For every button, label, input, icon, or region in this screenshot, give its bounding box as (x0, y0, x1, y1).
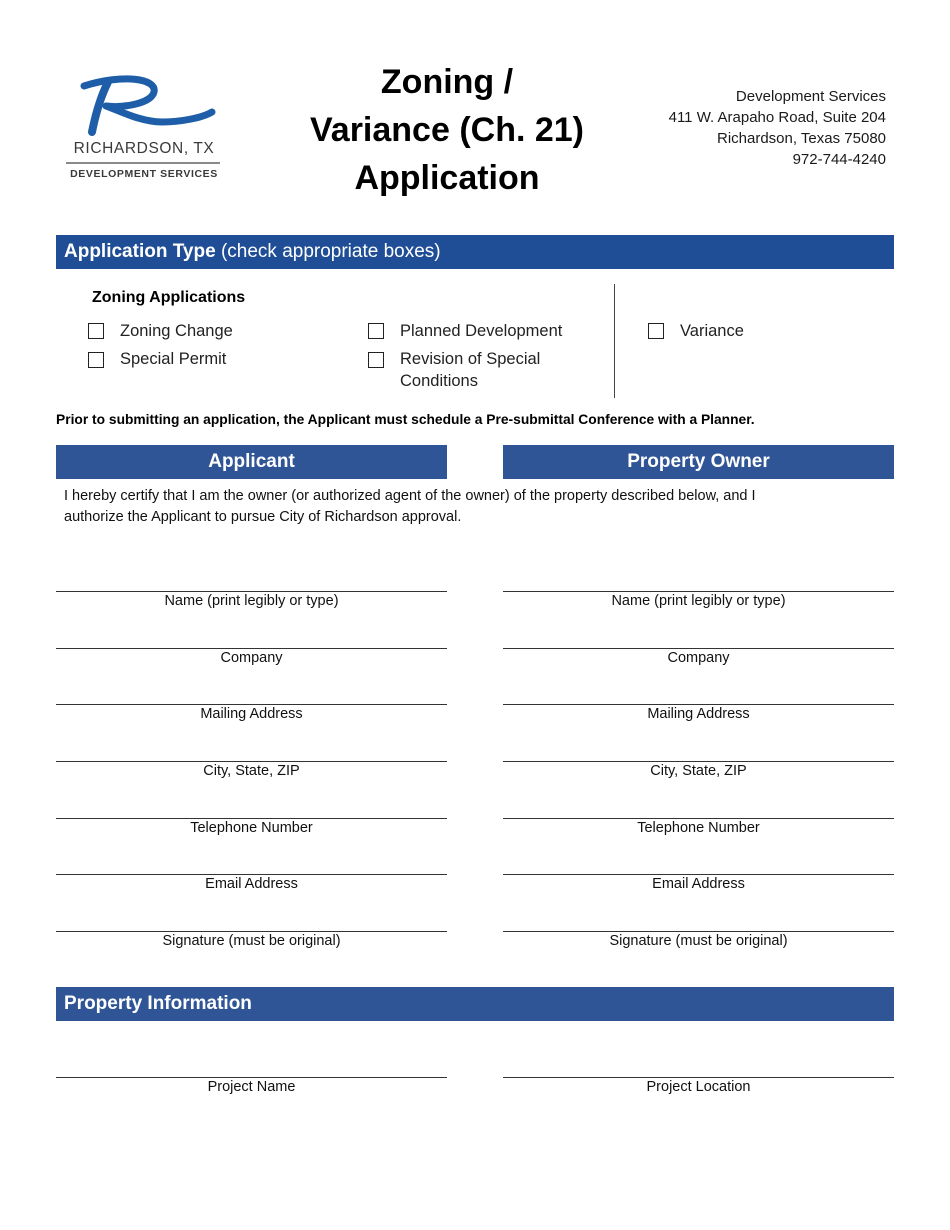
owner-company-label: Company (667, 650, 730, 666)
applicant-company-label: Company (220, 650, 283, 666)
owner-city-state-zip-field[interactable] (503, 761, 894, 762)
application-type-bar (56, 235, 894, 269)
contact-dept: Development Services (735, 88, 886, 105)
owner-telephone-field[interactable] (503, 818, 894, 819)
applicant-city-state-zip-label: City, State, ZIP (203, 763, 300, 779)
owner-mailing-address-label: Mailing Address (647, 706, 750, 722)
pre-submittal-notice: Prior to submitting an application, the Applicant must schedule a Pre-submittal Conference with a Planner. (56, 412, 755, 427)
revision-special-conditions-label (400, 348, 540, 392)
applicant-name-label: Name (print legibly or type) (164, 593, 339, 609)
title-line-2: Variance (Ch. 21) (309, 111, 584, 149)
applicant-signature-field[interactable] (56, 931, 447, 932)
application-type-note: (check appropriate boxes) (220, 241, 441, 262)
special-permit-checkbox[interactable] (88, 352, 104, 368)
application-type-heading: Application Type (64, 241, 216, 262)
logo-divider (66, 162, 220, 164)
owner-company-field[interactable] (503, 648, 894, 649)
zoning-change-checkbox[interactable] (88, 323, 104, 339)
owner-telephone-label: Telephone Number (637, 820, 760, 836)
applicant-bar: Applicant (56, 445, 447, 479)
owner-signature-label: Signature (must be original) (609, 933, 788, 949)
applicant-company-field[interactable] (56, 648, 447, 649)
logo-name: RICHARDSON, TX (73, 140, 215, 157)
applicant-email-label: Email Address (205, 876, 298, 892)
revision-label-line2: Conditions (400, 372, 478, 390)
zoning-applications-heading: Zoning Applications (92, 289, 246, 306)
options-divider (614, 284, 615, 398)
owner-certification (64, 486, 864, 528)
applicant-name-field[interactable] (56, 591, 447, 592)
applicant-email-field[interactable] (56, 874, 447, 875)
project-location-field[interactable] (503, 1077, 894, 1078)
project-name-field[interactable] (56, 1077, 447, 1078)
owner-name-field[interactable] (503, 591, 894, 592)
project-location-label: Project Location (646, 1079, 751, 1095)
revision-label-line1: Revision of Special (400, 350, 541, 368)
contact-phone: 972-744-4240 (792, 151, 886, 168)
owner-signature-field[interactable] (503, 931, 894, 932)
applicant-signature-label: Signature (must be original) (162, 933, 341, 949)
applicant-telephone-label: Telephone Number (190, 820, 313, 836)
owner-email-label: Email Address (652, 876, 745, 892)
applicant-telephone-field[interactable] (56, 818, 447, 819)
project-name-label: Project Name (207, 1079, 296, 1095)
planned-development-label: Planned Development (400, 322, 563, 340)
owner-mailing-address-field[interactable] (503, 704, 894, 705)
certify-line-1: I hereby certify that I am the owner (or authorized agent of the owner) of the property described below, and I (64, 488, 756, 504)
zoning-change-label: Zoning Change (120, 322, 233, 340)
certify-line-2: authorize the Applicant to pursue City of Richardson approval. (64, 509, 462, 525)
title-line-1: Zoning / (380, 63, 514, 101)
applicant-city-state-zip-field[interactable] (56, 761, 447, 762)
owner-name-label: Name (print legibly or type) (611, 593, 786, 609)
variance-label: Variance (680, 322, 744, 340)
title-line-3: Application (354, 159, 540, 197)
owner-city-state-zip-label: City, State, ZIP (650, 763, 747, 779)
applicant-mailing-address-label: Mailing Address (200, 706, 303, 722)
property-information-bar: Property Information (56, 987, 894, 1021)
contact-block (669, 86, 886, 170)
contact-address2: Richardson, Texas 75080 (717, 130, 886, 147)
special-permit-label: Special Permit (120, 350, 227, 368)
variance-checkbox[interactable] (648, 323, 664, 339)
page-title (262, 58, 632, 202)
owner-email-field[interactable] (503, 874, 894, 875)
property-owner-bar: Property Owner (503, 445, 894, 479)
planned-development-checkbox[interactable] (368, 323, 384, 339)
applicant-mailing-address-field[interactable] (56, 704, 447, 705)
richardson-r-icon (62, 72, 224, 142)
contact-address1: 411 W. Arapaho Road, Suite 204 (668, 109, 886, 126)
logo-subtitle: DEVELOPMENT SERVICES (70, 168, 218, 180)
revision-special-conditions-checkbox[interactable] (368, 352, 384, 368)
